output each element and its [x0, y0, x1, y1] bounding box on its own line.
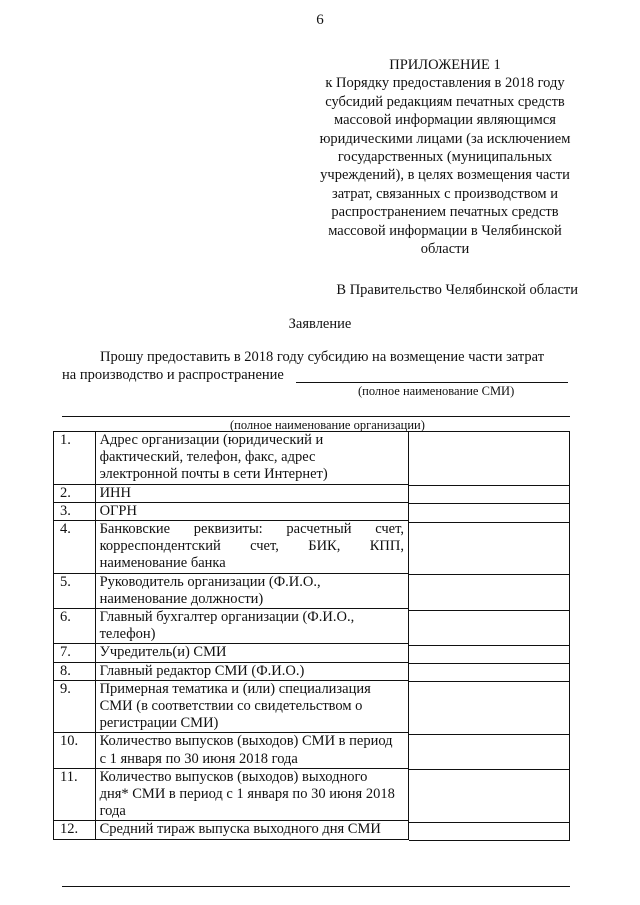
- row-value-cell[interactable]: [409, 433, 569, 485]
- row-label-line: Средний тираж выпуска выходного дня СМИ: [99, 821, 381, 838]
- appendix-line: субсидий редакциям печатных средств: [325, 93, 565, 110]
- appendix-block: [300, 56, 590, 258]
- row-label-line: корреспондентский счет, БИК, КПП,: [99, 538, 404, 555]
- row-label-line: Учредитель(и) СМИ: [99, 644, 227, 661]
- row-number: 5.: [54, 573, 96, 608]
- page-number: 6: [316, 12, 324, 28]
- row-label: [95, 821, 408, 839]
- table-row: [54, 521, 409, 574]
- row-label-line: наименование банка: [99, 555, 226, 572]
- row-label-line: Главный бухгалтер организации (Ф.И.О.,: [99, 609, 355, 626]
- table-row: [54, 502, 409, 520]
- appendix-title: ПРИЛОЖЕНИЕ 1: [389, 57, 501, 73]
- smi-name-field[interactable]: [296, 382, 568, 383]
- document-title: Заявление: [288, 316, 352, 332]
- row-label-line: Главный редактор СМИ (Ф.И.О.): [99, 662, 305, 679]
- row-label-line: года: [99, 803, 126, 820]
- row-label-line: с 1 января по 30 июня 2018 года: [99, 750, 298, 767]
- row-value-cell[interactable]: [409, 663, 569, 681]
- table-row: [54, 821, 409, 839]
- table-row: [54, 662, 409, 680]
- row-value-cell[interactable]: [409, 645, 569, 663]
- row-value-cell[interactable]: [409, 769, 569, 822]
- row-label-line: Примерная тематика и (или) специализация: [99, 680, 371, 697]
- row-label-line: Количество выпусков (выходов) СМИ в период: [99, 733, 393, 750]
- table-row: [54, 432, 409, 485]
- row-label: [95, 521, 408, 574]
- row-number: 1.: [54, 432, 96, 485]
- row-label-line: Банковские реквизиты: расчетный счет,: [99, 521, 404, 538]
- row-label: [95, 484, 408, 502]
- request-text-line-2: на производство и распространение: [62, 367, 284, 383]
- row-label-line: дня* СМИ в период с 1 января по 30 июня 2018: [99, 786, 395, 803]
- row-label-line: наименование должности): [99, 590, 264, 607]
- table-row: [54, 768, 409, 821]
- table-row: [54, 573, 409, 608]
- row-label-line: ИНН: [99, 484, 131, 501]
- row-value-cell[interactable]: [409, 485, 569, 503]
- row-label: [95, 432, 408, 485]
- row-value-cell[interactable]: [409, 610, 569, 645]
- row-label-line: СМИ (в соответствии со свидетельством о: [99, 698, 363, 715]
- table-row: [54, 644, 409, 662]
- appendix-line: государственных (муниципальных: [337, 149, 553, 166]
- appendix-line: затрат, связанных с производством и: [332, 185, 558, 202]
- row-label-line: Адрес организации (юридический и: [99, 432, 324, 448]
- row-label: [95, 502, 408, 520]
- row-value-cell[interactable]: [409, 734, 569, 769]
- row-label: [95, 680, 408, 733]
- table-row: [54, 680, 409, 733]
- appendix-line: массовой информации в Челябинской: [328, 222, 562, 239]
- organization-name-field[interactable]: [62, 416, 570, 417]
- row-number: 6.: [54, 609, 96, 644]
- row-number: 10.: [54, 733, 96, 768]
- row-label-line: Руководитель организации (Ф.И.О.,: [99, 573, 321, 590]
- request-text-line-1: Прошу предоставить в 2018 году субсидию на возмещение части затрат: [100, 349, 545, 365]
- row-label-line: электронной почты в сети Интернет): [99, 466, 328, 483]
- appendix-line: юридическими лицами (за исключением: [319, 130, 571, 147]
- table-row: [54, 484, 409, 502]
- row-label-line: ОГРН: [99, 502, 137, 519]
- row-number: 8.: [54, 662, 96, 680]
- appendix-line: области: [420, 241, 470, 258]
- row-value-cell[interactable]: [409, 503, 569, 521]
- row-label-line: фактический, телефон, факс, адрес: [99, 449, 316, 466]
- row-label-line: регистрации СМИ): [99, 715, 219, 732]
- addressee: В Правительство Челябинской области: [336, 282, 578, 298]
- table-row: [54, 609, 409, 644]
- row-number: 2.: [54, 484, 96, 502]
- row-value-cell[interactable]: [409, 574, 569, 609]
- row-number: 12.: [54, 821, 96, 839]
- footnote-divider: [62, 886, 570, 887]
- row-label-line: телефон): [99, 626, 156, 643]
- row-label-line: Количество выпусков (выходов) выходного: [99, 768, 368, 785]
- appendix-text: [300, 74, 590, 258]
- row-value-cell[interactable]: [409, 681, 569, 734]
- value-column: [409, 431, 570, 841]
- row-value-cell[interactable]: [409, 522, 569, 575]
- row-value-cell[interactable]: [409, 822, 569, 840]
- organization-name-caption: (полное наименование организации): [230, 418, 425, 432]
- appendix-line: к Порядку предоставления в 2018 году: [325, 75, 565, 92]
- row-number: 11.: [54, 768, 96, 821]
- row-number: 4.: [54, 521, 96, 574]
- appendix-line: массовой информации являющимся: [334, 112, 556, 129]
- row-label: [95, 768, 408, 821]
- appendix-line: распространением печатных средств: [331, 204, 559, 221]
- row-label: [95, 573, 408, 608]
- row-label: [95, 644, 408, 662]
- table-row: [54, 733, 409, 768]
- row-number: 9.: [54, 680, 96, 733]
- smi-name-caption: (полное наименование СМИ): [358, 384, 515, 398]
- row-number: 7.: [54, 644, 96, 662]
- application-data-table: [53, 431, 409, 840]
- row-number: 3.: [54, 502, 96, 520]
- row-label: [95, 733, 408, 768]
- appendix-line: учреждений), в целях возмещения части: [320, 167, 570, 184]
- row-label: [95, 609, 408, 644]
- row-label: [95, 662, 408, 680]
